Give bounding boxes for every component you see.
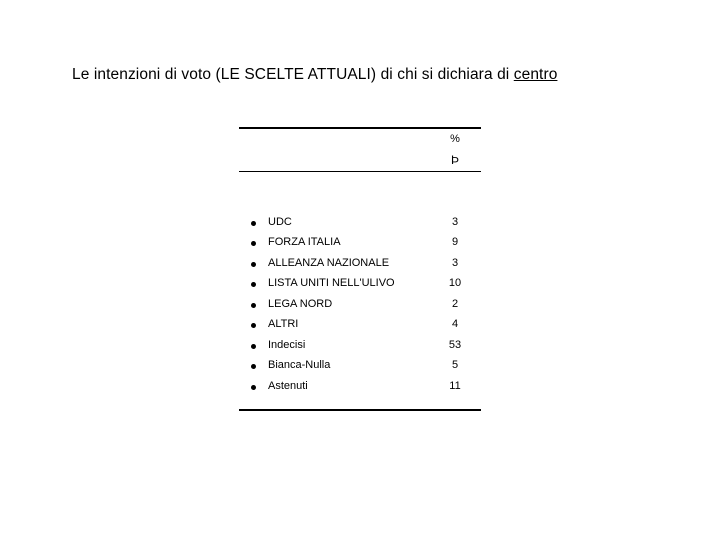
bullet-icon [251, 323, 256, 328]
bullet-icon [251, 385, 256, 390]
table-row [239, 277, 481, 297]
column-header-percent: % [450, 133, 460, 145]
row-value: 2 [451, 298, 459, 310]
row-value: 5 [451, 359, 459, 371]
row-value: 3 [451, 257, 459, 269]
row-label: FORZA ITALIA [268, 236, 341, 248]
row-label: UDC [268, 216, 292, 228]
row-value: 53 [448, 339, 462, 351]
row-value: 11 [449, 380, 461, 392]
row-value: 10 [448, 277, 462, 289]
table-row [239, 339, 481, 359]
table-row [239, 216, 481, 236]
table-row [239, 236, 481, 256]
bullet-icon [251, 344, 256, 349]
table-header-rule [239, 171, 481, 172]
table-row [239, 318, 481, 338]
row-value: 3 [451, 216, 459, 228]
row-value: 4 [451, 318, 459, 330]
row-label: ALLEANZA NAZIONALE [268, 257, 390, 269]
title-emphasis-text: centro [513, 66, 558, 83]
table-row [239, 359, 481, 379]
bullet-icon [251, 241, 256, 246]
page-title [72, 66, 557, 84]
row-label: Indecisi [268, 339, 306, 351]
row-value: 9 [451, 236, 459, 248]
title-main-text: Le intenzioni di voto (LE SCELTE ATTUALI) di chi si dichiara di [72, 66, 514, 83]
row-label: LEGA NORD [268, 298, 333, 310]
row-label: LISTA UNITI NELL'ULIVO [268, 277, 395, 289]
table-bottom-rule [239, 409, 481, 411]
table-row [239, 380, 481, 400]
bullet-icon [251, 262, 256, 267]
bullet-icon [251, 364, 256, 369]
table-top-rule [239, 127, 481, 129]
table-row [239, 298, 481, 318]
row-label: Astenuti [268, 380, 308, 392]
column-header-symbol: Þ [450, 153, 459, 167]
row-label: ALTRI [268, 318, 299, 330]
table-row [239, 257, 481, 277]
bullet-icon [251, 221, 256, 226]
bullet-icon [251, 303, 256, 308]
row-label: Bianca-Nulla [268, 359, 331, 371]
bullet-icon [251, 282, 256, 287]
